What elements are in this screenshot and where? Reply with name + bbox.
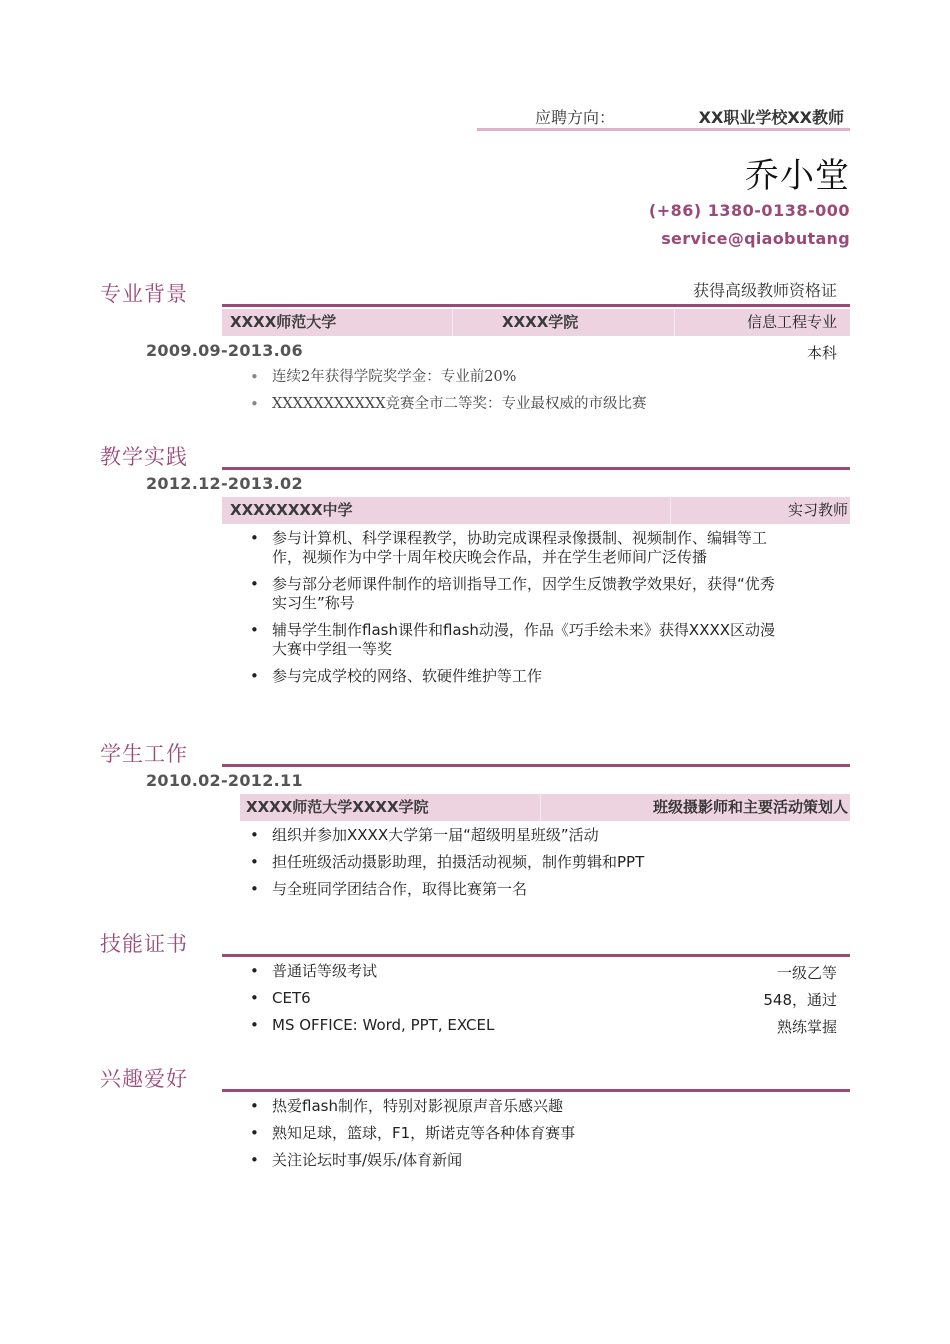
section-rule [222, 467, 850, 470]
teaching-date: 2012.12-2013.02 [146, 474, 303, 493]
role-name: 班级摄影师和主要活动策划人 [652, 798, 848, 816]
degree: 本科 [806, 344, 837, 362]
education-list [248, 368, 788, 422]
section-title-student-work: 学生工作 [100, 742, 188, 766]
list-item: • 与全班同学团结合作，取得比赛第一名 [250, 880, 528, 898]
band-divider [674, 309, 675, 336]
major-name: 信息工程专业 [746, 313, 837, 331]
section-title-skills: 技能证书 [100, 932, 188, 956]
student-work-band [240, 794, 850, 821]
skill-value: 熟练掌握 [776, 1018, 837, 1036]
section-rule [222, 764, 850, 767]
list-item: • 连续2年获得学院奖学金：专业前20% [250, 368, 517, 386]
school-name: XXXX师范大学 [230, 313, 337, 331]
job-label: 应聘方向： [535, 108, 616, 127]
skills-list [248, 962, 788, 1043]
school-name: XXXXXXXX中学 [230, 501, 353, 519]
list-item: • 辅导学生制作flash课件和flash动漫，作品《巧手绘未来》获得XXXX区动漫大赛中学组一等奖 [250, 621, 776, 658]
section-title-education: 专业背景 [100, 282, 188, 306]
list-item: • 普通话等级考试 [250, 962, 378, 980]
role-name: 实习教师 [787, 501, 848, 519]
list-item: • 组织并参加XXXX大学第一届“超级明星班级”活动 [250, 826, 599, 844]
email-address: service@qiaobutang [661, 229, 850, 248]
band-divider [452, 309, 453, 336]
teaching-band [222, 497, 850, 524]
band-divider [540, 794, 541, 821]
school-name: XXXX师范大学XXXX学院 [246, 798, 429, 816]
list-item: • 热爱flash制作，特别对影视原声音乐感兴趣 [250, 1097, 563, 1115]
list-item: • 参与部分老师课件制作的培训指导工作，因学生反馈教学效果好，获得“优秀实习生”称号 [250, 575, 775, 612]
list-item: • 担任班级活动摄影助理，拍摄活动视频，制作剪辑和PPT [250, 853, 645, 871]
section-rule [222, 1089, 850, 1092]
list-item: • 参与计算机、科学课程教学，协助完成课程录像摄制、视频制作、编辑等工作，视频作为中学十周年校庆晚会作品，并在学生老师间广泛传播 [250, 529, 768, 566]
education-band [222, 309, 850, 336]
list-item: • CET6 [250, 989, 311, 1007]
education-date: 2009.09-2013.06 [146, 341, 303, 360]
list-item: • 关注论坛时事/娱乐/体育新闻 [250, 1151, 463, 1169]
list-item: • 熟知足球，篮球，F1，斯诺克等各种体育赛事 [250, 1124, 576, 1142]
phone-number: (+86) 1380-0138-000 [648, 201, 850, 220]
header-rule [477, 128, 850, 131]
band-divider [670, 497, 671, 524]
skill-value: 548，通过 [763, 991, 837, 1009]
section-title-teaching: 教学实践 [100, 445, 188, 469]
skill-value: 一级乙等 [776, 964, 837, 982]
list-item: • XXXXXXXXXXX竞赛全市二等奖：专业最权威的市级比赛 [250, 395, 647, 413]
college-name: XXXX学院 [502, 313, 579, 331]
student-work-list [248, 826, 788, 907]
section-rule [222, 304, 850, 307]
candidate-name: 乔小堂 [745, 156, 850, 196]
student-work-date: 2010.02-2012.11 [146, 771, 303, 790]
section-title-hobbies: 兴趣爱好 [100, 1067, 188, 1091]
section-rule [222, 954, 850, 957]
list-item: • MS OFFICE: Word, PPT, EXCEL [250, 1016, 495, 1034]
education-note: 获得高级教师资格证 [692, 281, 837, 300]
job-target: XX职业学校XX教师 [698, 108, 844, 127]
list-item: • 参与完成学校的网络、软硬件维护等工作 [250, 667, 543, 685]
hobbies-list [248, 1097, 788, 1178]
teaching-list [248, 529, 778, 694]
